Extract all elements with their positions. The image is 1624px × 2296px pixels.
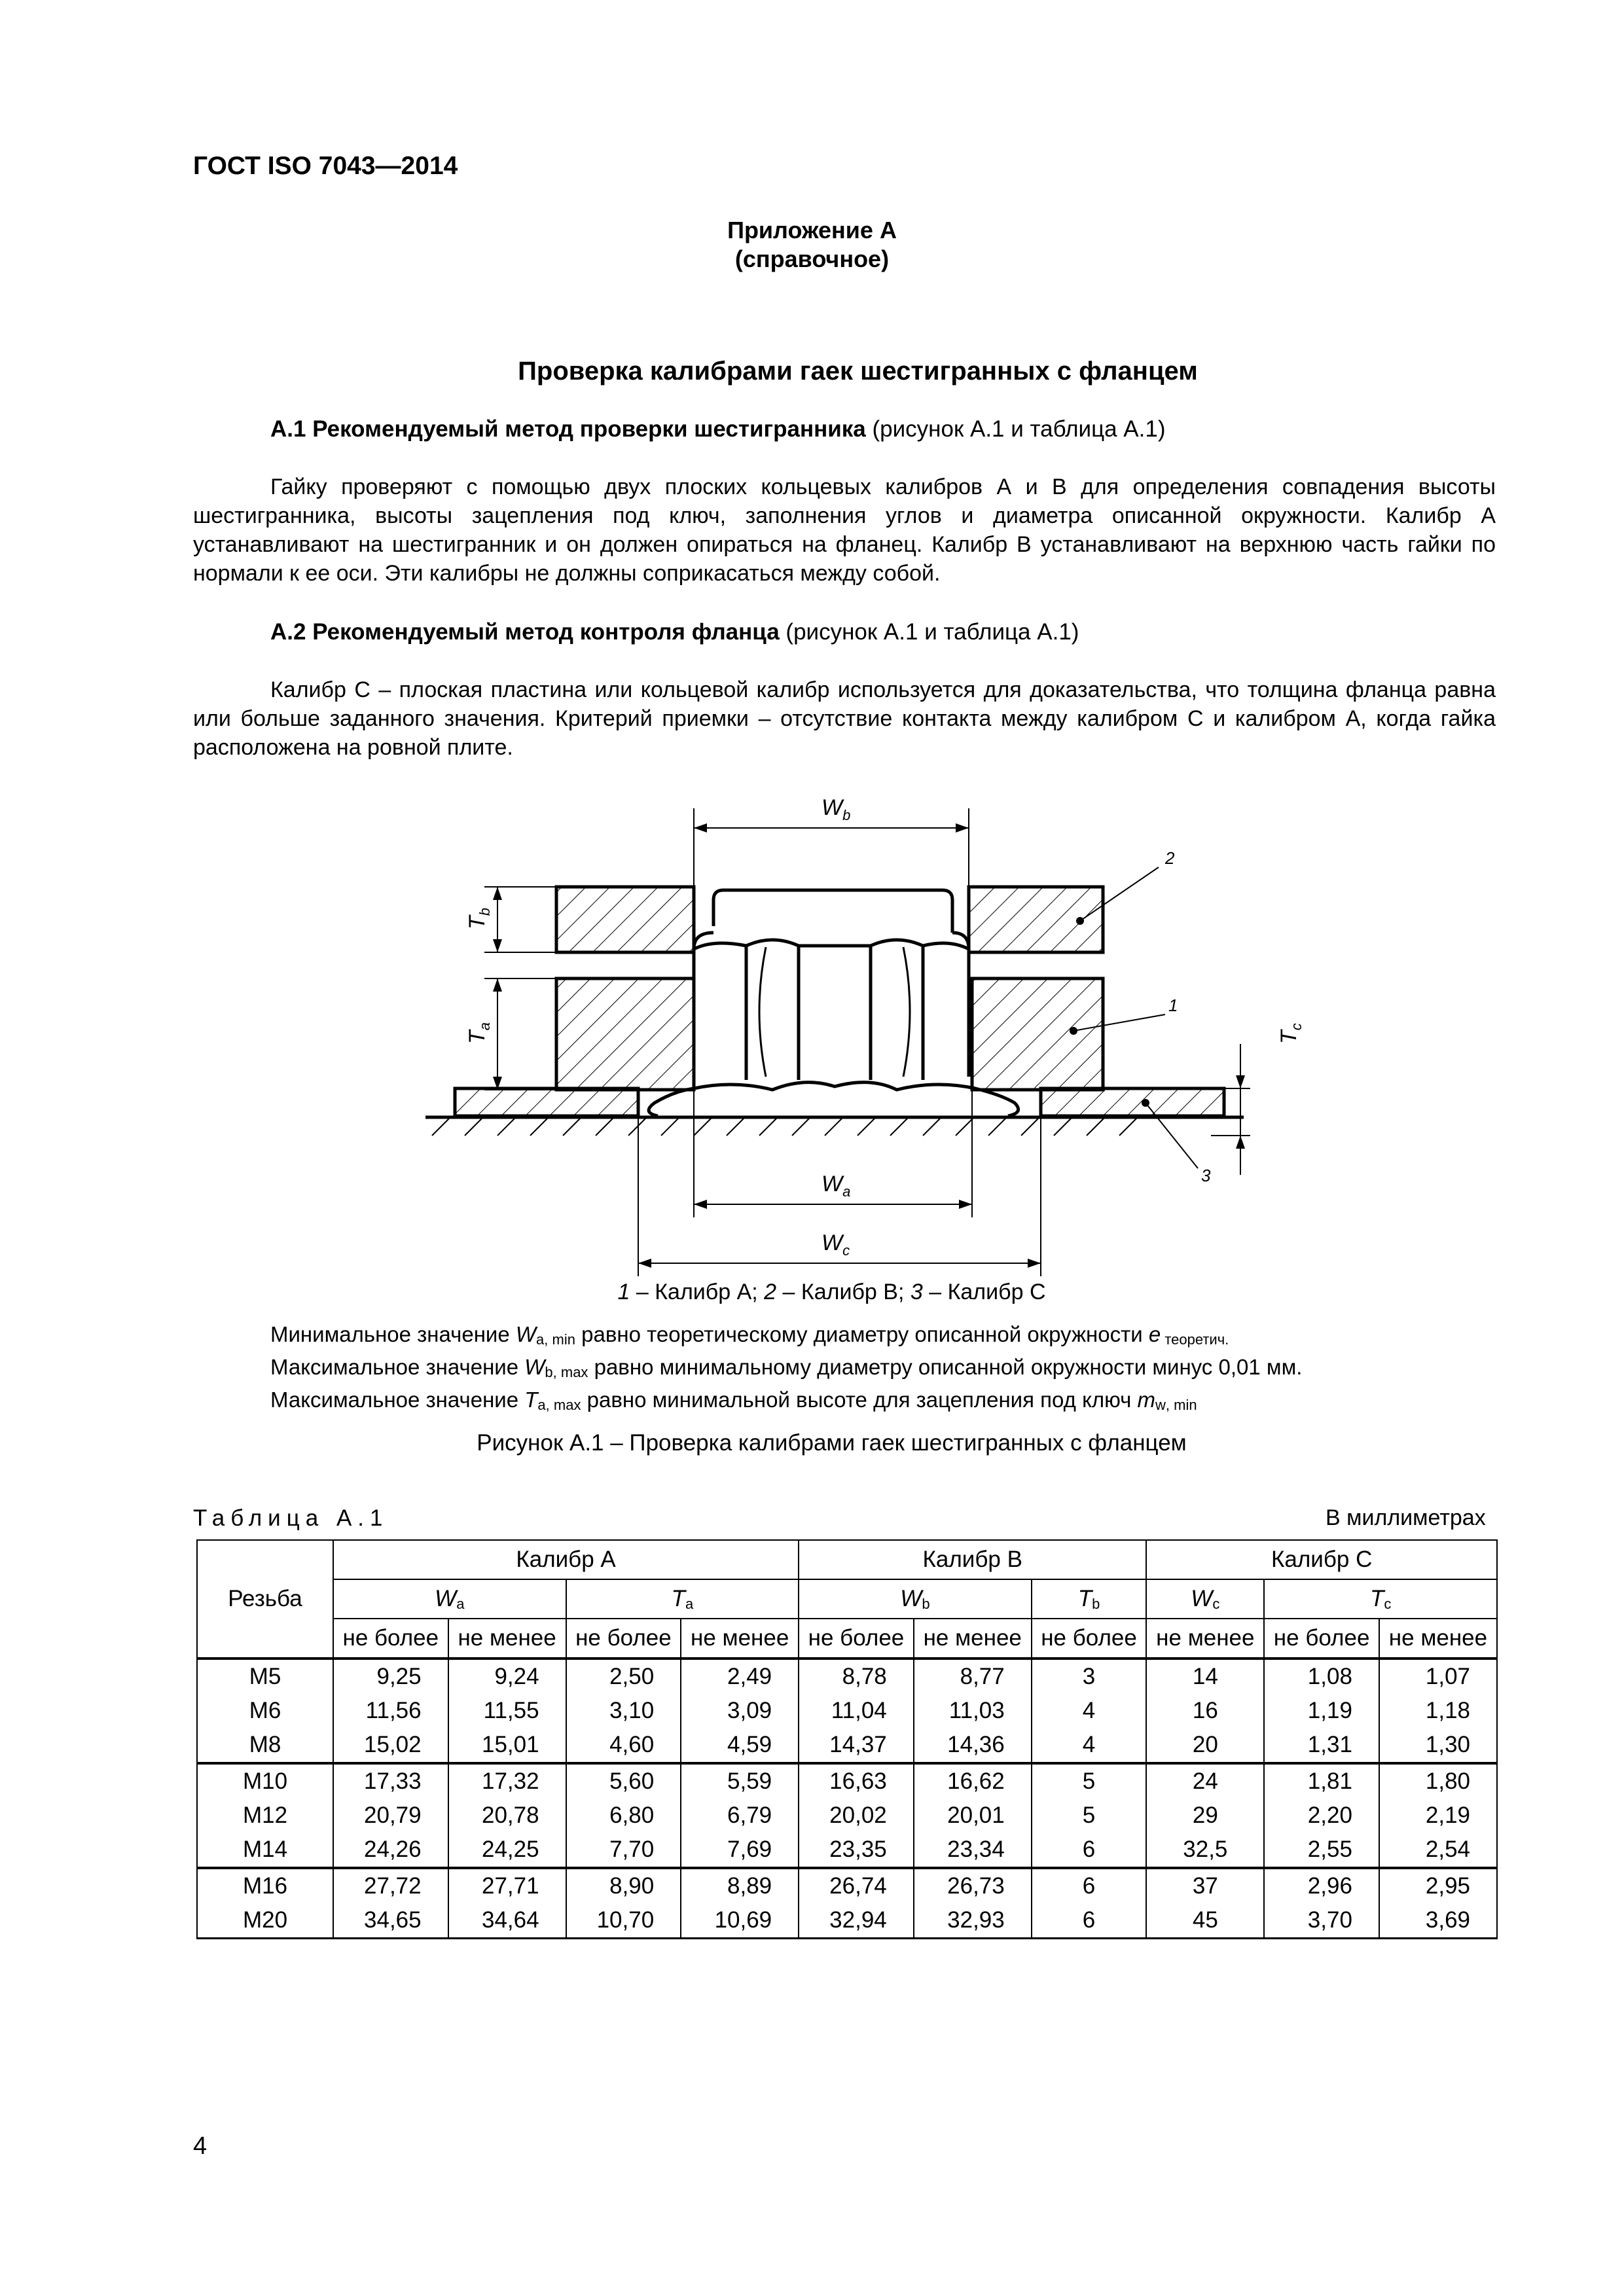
value-cell: 1,08 [1264,1659,1379,1694]
header-gauge-a: Калибр А [333,1540,799,1579]
header-tc: Tc [1264,1579,1497,1619]
value-cell: 6 [1032,1903,1147,1939]
value-cell: 8,77 [914,1659,1032,1694]
value-cell: 23,34 [914,1833,1032,1868]
value-cell: 2,50 [566,1659,681,1694]
value-cell: 24,26 [333,1833,448,1868]
value-cell: 3,10 [566,1694,681,1728]
value-cell: 20,79 [333,1799,448,1833]
value-cell: 11,56 [333,1694,448,1728]
header-sub: не более [799,1619,914,1659]
section-a2-text [193,675,1496,762]
gauge-table [196,1539,1498,1939]
header-sub: не менее [1146,1619,1264,1659]
section-a1-text [193,473,1496,588]
header-wc: Wc [1146,1579,1264,1619]
header-sub: не более [1264,1619,1379,1659]
value-cell: 1,19 [1264,1694,1379,1728]
nut-hex-top [694,940,969,949]
value-cell: 4,60 [566,1728,681,1763]
value-cell: 6,79 [681,1799,799,1833]
value-cell: 11,03 [914,1694,1032,1728]
value-cell: 23,35 [799,1833,914,1868]
value-cell: 4 [1032,1728,1147,1763]
value-cell: 15,02 [333,1728,448,1763]
value-cell: 3,70 [1264,1903,1379,1939]
figure-legend: 1 – Калибр А; 2 – Калибр В; 3 – Калибр С [617,1280,1046,1304]
value-cell: 6 [1032,1833,1147,1868]
table-row [197,1868,1497,1903]
dim-tb-label: $T_b$ [465,907,493,929]
dim-wa-label: $W_a$ [821,1172,851,1200]
thread-cell: M14 [197,1833,333,1868]
value-cell: 1,80 [1379,1763,1497,1799]
header-sub: не более [1032,1619,1147,1659]
table-body [197,1659,1497,1939]
table-row [197,1763,1497,1799]
value-cell: 10,70 [566,1903,681,1939]
value-cell: 16 [1146,1694,1264,1728]
value-cell: 9,25 [333,1659,448,1694]
page-number: 4 [193,2132,208,2160]
value-cell: 17,33 [333,1763,448,1799]
gauge-b-left [556,887,694,952]
header-sub: не более [566,1619,681,1659]
thread-cell: M5 [197,1659,333,1694]
value-cell: 34,65 [333,1903,448,1939]
header-sub: не менее [681,1619,799,1659]
value-cell: 11,04 [799,1694,914,1728]
value-cell: 1,18 [1379,1694,1497,1728]
annex-label: Приложение А [727,217,897,243]
table-label: Таблица А.1 [193,1505,389,1531]
value-cell: 7,69 [681,1833,799,1868]
gauge-diagram [425,782,1305,1280]
header-wa: Wa [333,1579,566,1619]
section-a1-heading-bold: А.1 Рекомендуемый метод проверки шестигранника [270,416,866,442]
value-cell: 7,70 [566,1833,681,1868]
value-cell: 17,32 [448,1763,566,1799]
value-cell: 15,01 [448,1728,566,1763]
dim-ta-label: $T_a$ [465,1022,493,1044]
value-cell: 3 [1032,1659,1147,1694]
header-sub: не менее [448,1619,566,1659]
dim-wb-label: $W_b$ [821,795,851,823]
header-gauge-c: Калибр С [1146,1540,1497,1579]
thread-cell: M20 [197,1903,333,1939]
value-cell: 32,93 [914,1903,1032,1939]
value-cell: 1,07 [1379,1659,1497,1694]
value-cell: 8,90 [566,1868,681,1903]
section-a1-heading [270,416,1166,442]
callout-3: 3 [1201,1166,1211,1185]
value-cell: 2,20 [1264,1799,1379,1833]
value-cell: 16,62 [914,1763,1032,1799]
table-row [197,1659,1497,1694]
value-cell: 26,73 [914,1868,1032,1903]
value-cell: 24,25 [448,1833,566,1868]
value-cell: 4 [1032,1694,1147,1728]
table-row [197,1694,1497,1728]
value-cell: 20 [1146,1728,1264,1763]
callout-1: 1 [1168,996,1178,1015]
section-a2-heading-ref: (рисунок А.1 и таблица А.1) [779,619,1079,645]
value-cell: 2,19 [1379,1799,1497,1833]
thread-cell: M8 [197,1728,333,1763]
value-cell: 8,78 [799,1659,914,1694]
value-cell: 2,55 [1264,1833,1379,1868]
value-cell: 3,69 [1379,1903,1497,1939]
thread-cell: M16 [197,1868,333,1903]
thread-cell: M6 [197,1694,333,1728]
header-sub: не менее [1379,1619,1497,1659]
header-tb: Tb [1032,1579,1147,1619]
value-cell: 14,37 [799,1728,914,1763]
gauge-a-left [556,978,694,1090]
value-cell: 32,94 [799,1903,914,1939]
dim-tc-label: $T_c$ [1276,1023,1305,1044]
value-cell: 5 [1032,1763,1147,1799]
value-cell: 20,78 [448,1799,566,1833]
nut-top-outline [713,890,952,933]
annex-type: (справочное) [734,245,890,272]
note-ta-max: Максимальное значение Ta, max равно минимальной высоте для зацепления под ключ mw, min [270,1388,1197,1413]
value-cell: 2,96 [1264,1868,1379,1903]
figure-caption: Рисунок А.1 – Проверка калибрами гаек шестигранных с фланцем [477,1430,1187,1456]
value-cell: 20,02 [799,1799,914,1833]
value-cell: 27,71 [448,1868,566,1903]
thread-cell: M12 [197,1799,333,1833]
header-thread: Резьба [197,1540,333,1659]
value-cell: 8,89 [681,1868,799,1903]
value-cell: 5,60 [566,1763,681,1799]
value-cell: 32,5 [1146,1833,1264,1868]
gauge-a-right [972,978,1103,1090]
value-cell: 14,36 [914,1728,1032,1763]
gauge-c-right [1041,1088,1224,1116]
value-cell: 10,69 [681,1903,799,1939]
value-cell: 1,81 [1264,1763,1379,1799]
value-cell: 24 [1146,1763,1264,1799]
value-cell: 9,24 [448,1659,566,1694]
note-wb-max: Максимальное значение Wb, max равно минимальному диаметру описанной окружности минус 0,01 мм. [270,1355,1303,1380]
value-cell: 6,80 [566,1799,681,1833]
section-a2-heading-bold: А.2 Рекомендуемый метод контроля фланца [270,619,780,645]
value-cell: 4,59 [681,1728,799,1763]
annex-heading [0,216,1624,274]
thread-cell: M10 [197,1763,333,1799]
gauge-c-left [455,1088,638,1116]
value-cell: 2,54 [1379,1833,1497,1868]
table-units: В миллиметрах [1326,1505,1486,1530]
value-cell: 14 [1146,1659,1264,1694]
figure-notes [270,1321,1302,1419]
value-cell: 20,01 [914,1799,1032,1833]
section-a2-heading [270,619,1079,645]
header-sub: не менее [914,1619,1032,1659]
value-cell: 5,59 [681,1763,799,1799]
value-cell: 45 [1146,1903,1264,1939]
table-row [197,1833,1497,1868]
header-ta: Ta [566,1579,799,1619]
value-cell: 1,31 [1264,1728,1379,1763]
document-code: ГОСТ ISO 7043—2014 [193,152,458,180]
header-sub: не более [333,1619,448,1659]
value-cell: 1,30 [1379,1728,1497,1763]
value-cell: 2,95 [1379,1868,1497,1903]
section-a2-paragraph: Калибр С – плоская пластина или кольцевой калибр используется для доказательства, что толщина фланца равна или больше заданного значения. Критерий приемки – отсутствие контакта между калибром С и калибром А, когда гайка расположена на ровной плите. [193,677,1496,760]
callout-2: 2 [1165,848,1175,868]
value-cell: 16,63 [799,1763,914,1799]
value-cell: 6 [1032,1868,1147,1903]
value-cell: 3,09 [681,1694,799,1728]
header-gauge-b: Калибр В [799,1540,1146,1579]
value-cell: 34,64 [448,1903,566,1939]
value-cell: 37 [1146,1868,1264,1903]
section-a1-heading-ref: (рисунок А.1 и таблица А.1) [865,416,1166,442]
table-row [197,1799,1497,1833]
value-cell: 5 [1032,1799,1147,1833]
dim-wc-label: $W_c$ [821,1230,850,1259]
table-row [197,1903,1497,1939]
value-cell: 11,55 [448,1694,566,1728]
section-a1-paragraph: Гайку проверяют с помощью двух плоских кольцевых калибров А и В для определения совпадения высоты шестигранника, высоты зацепления под ключ, заполнения углов и диаметра описанной окружности. Калибр А устанавливают на шестигранник и он должен опираться на фланец. Калибр В устанавливают на верхнюю часть гайки по нормали к ее оси. Эти калибры не должны соприкасаться между собой. [193,475,1496,586]
nut-flange [649,1083,1019,1116]
figure-a1 [425,782,1305,1283]
note-wa-min: Минимальное значение Wa, min равно теоретическому диаметру описанной окружности e теоретич. [270,1322,1229,1348]
header-wb: Wb [799,1579,1032,1619]
table-row [197,1728,1497,1763]
annex-title: Проверка калибрами гаек шестигранных с фланцем [518,357,1198,386]
value-cell: 29 [1146,1799,1264,1833]
value-cell: 26,74 [799,1868,914,1903]
value-cell: 27,72 [333,1868,448,1903]
value-cell: 2,49 [681,1659,799,1694]
